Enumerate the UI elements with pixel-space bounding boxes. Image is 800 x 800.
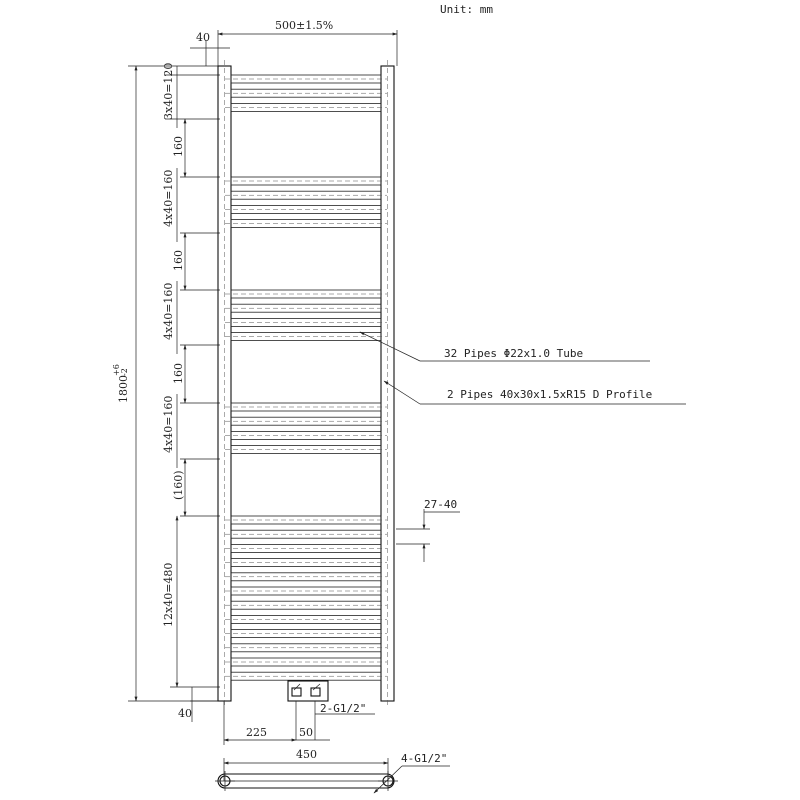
horizontal-bars <box>225 75 387 680</box>
side-profiles <box>218 60 394 707</box>
pipes-callout-text: 32 Pipes Φ22x1.0 Tube <box>444 347 584 360</box>
gap2-label: 160 <box>172 250 185 271</box>
profile-callout-text: 2 Pipes 40x30x1.5xR15 D Profile <box>447 388 653 401</box>
depth-dimension <box>396 498 460 562</box>
gap4-label: (160) <box>172 470 185 500</box>
seg4-label: 4x40=160 <box>162 395 175 453</box>
end-thread-callout <box>374 752 450 793</box>
plan-view <box>215 771 398 791</box>
gap1-label: 160 <box>172 136 185 157</box>
inlet-position-dimensions <box>224 701 330 745</box>
callout-pipes <box>360 332 650 361</box>
end-thread-label: 4-G1/2" <box>401 752 448 765</box>
seg2-label: 4x40=160 <box>162 169 175 227</box>
seg5-label: 12x40=480 <box>162 562 175 627</box>
height-tolerance-plus: +6 <box>112 364 121 376</box>
seg1-label: 3x40=120 <box>162 62 175 120</box>
top-dimensions <box>190 19 397 66</box>
left-inlet-label: 225 <box>246 726 267 739</box>
segment-dimensions <box>162 63 220 687</box>
top-offset-dimension: 40 <box>196 31 210 44</box>
bottom-offset-dimension <box>178 687 218 722</box>
seg3-label: 4x40=160 <box>162 282 175 340</box>
height-value: 1800 <box>117 375 130 403</box>
callout-profile <box>384 381 686 404</box>
inlet-thread-label: 2-G1/2" <box>320 702 367 715</box>
centers-dimension <box>224 748 388 781</box>
depth-label: 27-40 <box>424 498 458 511</box>
centers-label: 450 <box>296 748 317 761</box>
bottom-offset-label: 40 <box>178 707 192 720</box>
width-dimension: 500±1.5% <box>275 19 334 32</box>
unit-label: Unit: mm <box>440 3 493 16</box>
gap3-label: 160 <box>172 363 185 384</box>
inlet-spacing-label: 50 <box>299 726 313 739</box>
height-tolerance-minus: -2 <box>120 368 129 376</box>
inlet-thread-callout <box>315 702 375 715</box>
